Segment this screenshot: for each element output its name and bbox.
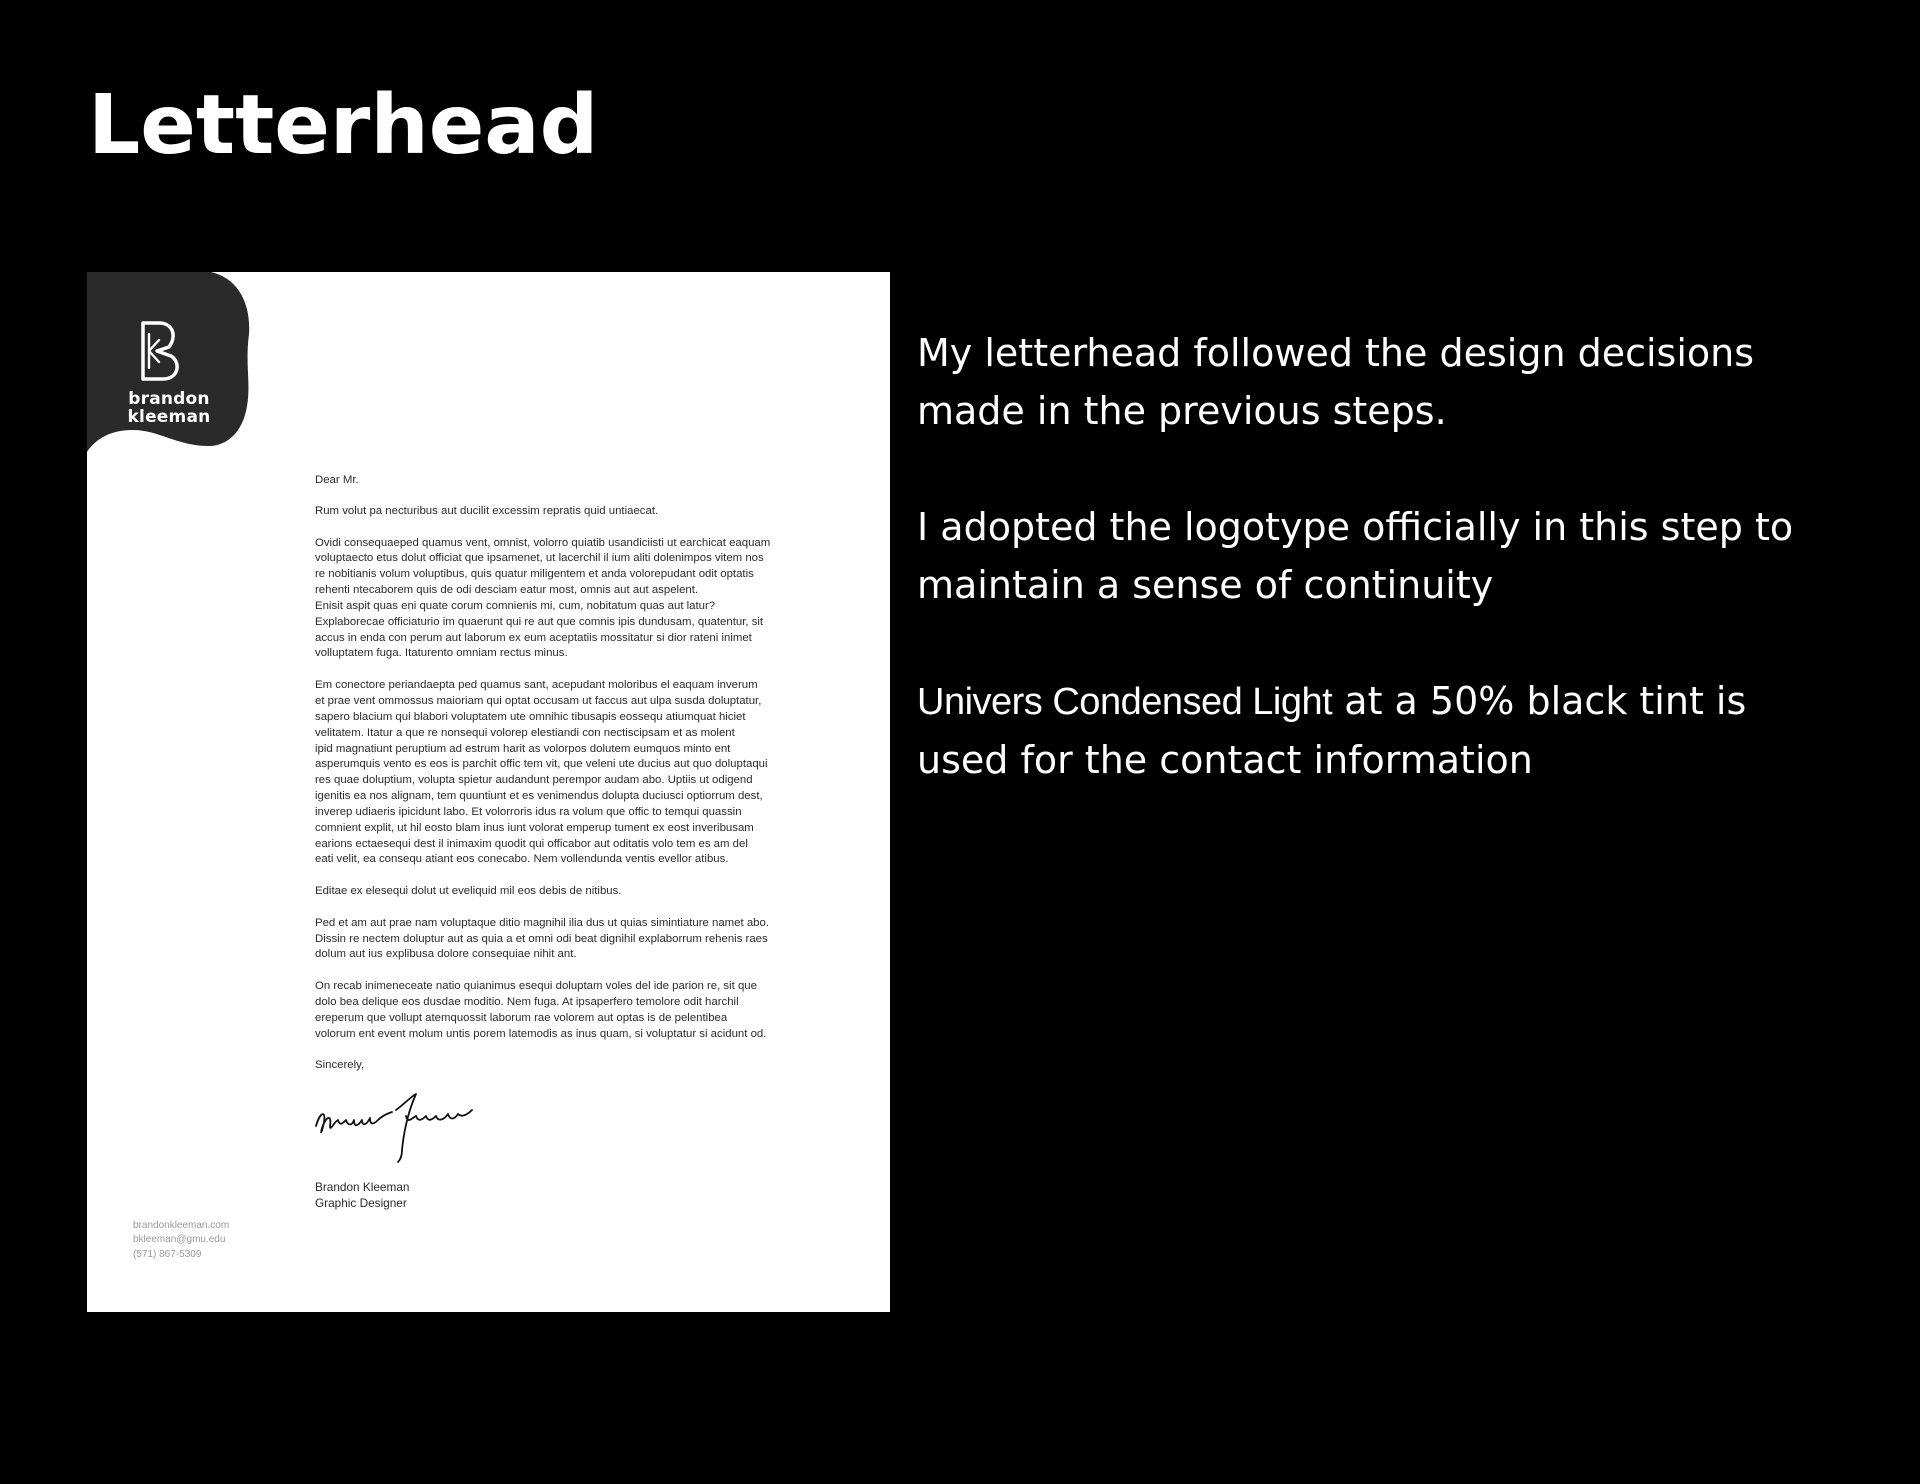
signer-title: Graphic Designer (315, 1195, 407, 1210)
signer-block (315, 1180, 409, 1212)
contact-phone: (571) 867-5309 (133, 1248, 202, 1260)
font-usage-text: at a 50% black tint is used for the contact information (917, 679, 1747, 782)
signer-name: Brandon Kleeman (315, 1180, 410, 1194)
letter-body (315, 473, 847, 1090)
body-paragraph: Ovidi consequaeped quamus vent, omnist, volorro quiatib usandiciisti ut earchicat eaquam voluptaecto etus dolut officiat que ipsamenet, ut lacerchil il ium aliti dolenimpos vitem nos re nobitianis volum voluptibus, quis quatur miligentem et anda volorepudant odit optatis rehenti ntecaborem quis de odi desciam eatur most, omnis aut aut aspelent. Enisit aspit quas eni quate corum comnienis mi, cum, nobitatum quas aut latur? Explaborecae officiaturio im quaerunt qui re aut que comnis ipis dundusam, quatentur, sit accus in enda con perum aut laborum ex eum aceptatiis mossitatur si dior rateni inimet volluptatem fuga. Itaturento omniam rectus minus. (315, 536, 771, 660)
body-paragraph: On recab inimeneceate natio quianimus esequi doluptam voles del ide parion re, sit que dolo bea delique eos dusdae moditio. Nem fuga. At ipsaperfero temolore odit harchil ereperum que vollupt atemquossit laborum rae volorem aut optas is de pelentibea volorum ent event molum untis porem latemodis as inus quam, si voluptatur si acidunt od. (315, 980, 767, 1040)
description-paragraph-1: My letterhead followed the design decisions made in the previous steps. (917, 331, 1755, 433)
description-text (917, 324, 1817, 847)
body-paragraph: Em conectore periandaepta ped quamus sant, acepudant moloribus el eaquam inverum et prae vent ommossus maioriam qui optat occusam ut faccus aut ulpa susda doluptatur, sapero blacium qui blabori voluptatem ute omnihic tibusapis eossequ atiumquat hiciet velitatem. Itatur a que re nonsequi volorep elestiandi con nectiscipsam et as molent ipid magnatiunt peruptium ad estrum harit as volorpos dolutem eumquos minto ent asperumquis vento es eos is parchit offic tem vit, que veleni ute ducius aut quo doluptaqui res quae doluptium, volupta spietur audandunt perempor audam abo. Uptiis ut odigend igenitis ea nos alignam, tem quuntiunt et es venimendus dolupta duciusci optiorrum dest, inverep udiaeris ipicidunt labo. Et volorroris idus ra volum que offic to temqui quassin comnient explit, ut hil eosto blam inus iunt volorat emperup tument ex eost inveribusam earions ectaesequi dest il inimaxim quodit qui officabor aut oditatis volo tem es am del eati velit, ea consequ atiant eos conecabo. Nem vollendunda ventis evellor atibus. (315, 679, 768, 866)
description-paragraph-2: I adopted the logotype officially in this step to maintain a sense of continuity (917, 505, 1794, 607)
logo-name-line1: brandon (128, 389, 210, 409)
body-paragraph: Editae ex elesequi dolut ut eveliquid mil eos debis de nitibus. (315, 885, 622, 898)
handwritten-signature (312, 1092, 512, 1172)
contact-email: bkleeman@gmu.edu (133, 1234, 226, 1246)
monogram-b-icon (137, 320, 183, 382)
page-title: Letterhead (88, 78, 599, 173)
contact-website: brandonkleeman.com (133, 1220, 230, 1231)
closing: Sincerely, (315, 1059, 365, 1072)
logo-wordmark (119, 390, 219, 426)
logo-name-line2: kleeman (127, 407, 211, 427)
contact-info (133, 1219, 229, 1262)
body-paragraph: Ped et am aut prae nam voluptaque ditio magnihil ilia dus ut quias simintiature namet abo. Dissin re nectem doluptur aut as quia a et omni odi beat dignihil explaborrum rehenis raes dolum aut ius explibusa dolore consequiae nihit ant. (315, 916, 769, 961)
description-paragraph-3 (917, 672, 1817, 789)
salutation: Dear Mr. (315, 474, 359, 486)
letterhead-sheet (87, 272, 890, 1312)
body-paragraph: Rum volut pa necturibus aut ducilit excessim repratis quid untiaecat. (315, 504, 659, 517)
font-name: Univers Condensed Light (917, 681, 1333, 723)
